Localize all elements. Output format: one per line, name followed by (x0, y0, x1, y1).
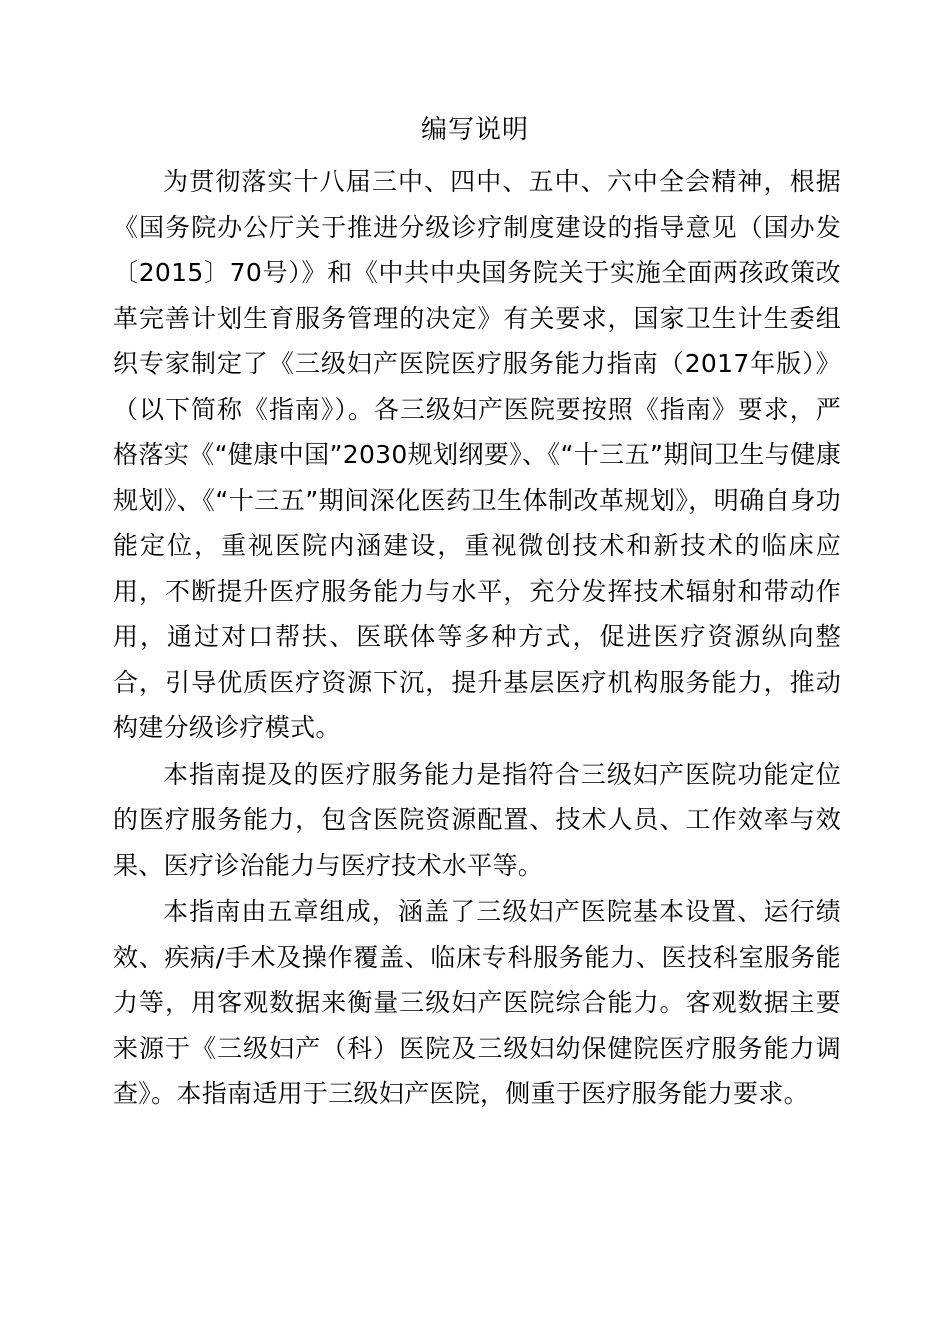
document-body (113, 159, 841, 1117)
document-title: 编写说明 (420, 115, 529, 145)
paragraph-structure: 本指南由五章组成，涵盖了三级妇产医院基本设置、运行绩效、疾病/手术及操作覆盖、临床专科服务能力、医技科室服务能力等，用客观数据来衡量三级妇产医院综合能力。客观数据主要来源于《三级妇产（科）医院及三级妇幼保健院医疗服务能力调查》。本指南适用于三级妇产医院，侧重于医疗服务能力要求。 (113, 897, 841, 1108)
paragraph-definition: 本指南提及的医疗服务能力是指符合三级妇产医院功能定位的医疗服务能力，包含医院资源配置、技术人员、工作效率与效果、医疗诊治能力与医疗技术水平等。 (113, 759, 841, 880)
paragraph-purpose: 为贯彻落实十八届三中、四中、五中、六中全会精神，根据《国务院办公厅关于推进分级诊疗制度建设的指导意见（国办发〔2015〕70号）》和《中共中央国务院关于实施全面两孩政策改革完善计划生育服务管理的决定》有关要求，国家卫生计生委组织专家制定了《三级妇产医院医疗服务能力指南（2017年版）》（以下简称《指南》）。各三级妇产医院要按照《指南》要求，严格落实《“健康中国”2030规划纲要》、《“十三五”期间卫生与健康规划》、《“十三五”期间深化医药卫生体制改革规划》，明确自身功能定位，重视医院内涵建设，重视微创技术和新技术的临床应用，不断提升医疗服务能力与水平，充分发挥技术辐射和带动作用，通过对口帮扶、医联体等多种方式，促进医疗资源纵向整合，引导优质医疗资源下沉，提升基层医疗机构服务能力，推动构建分级诊疗模式。 (113, 167, 841, 742)
